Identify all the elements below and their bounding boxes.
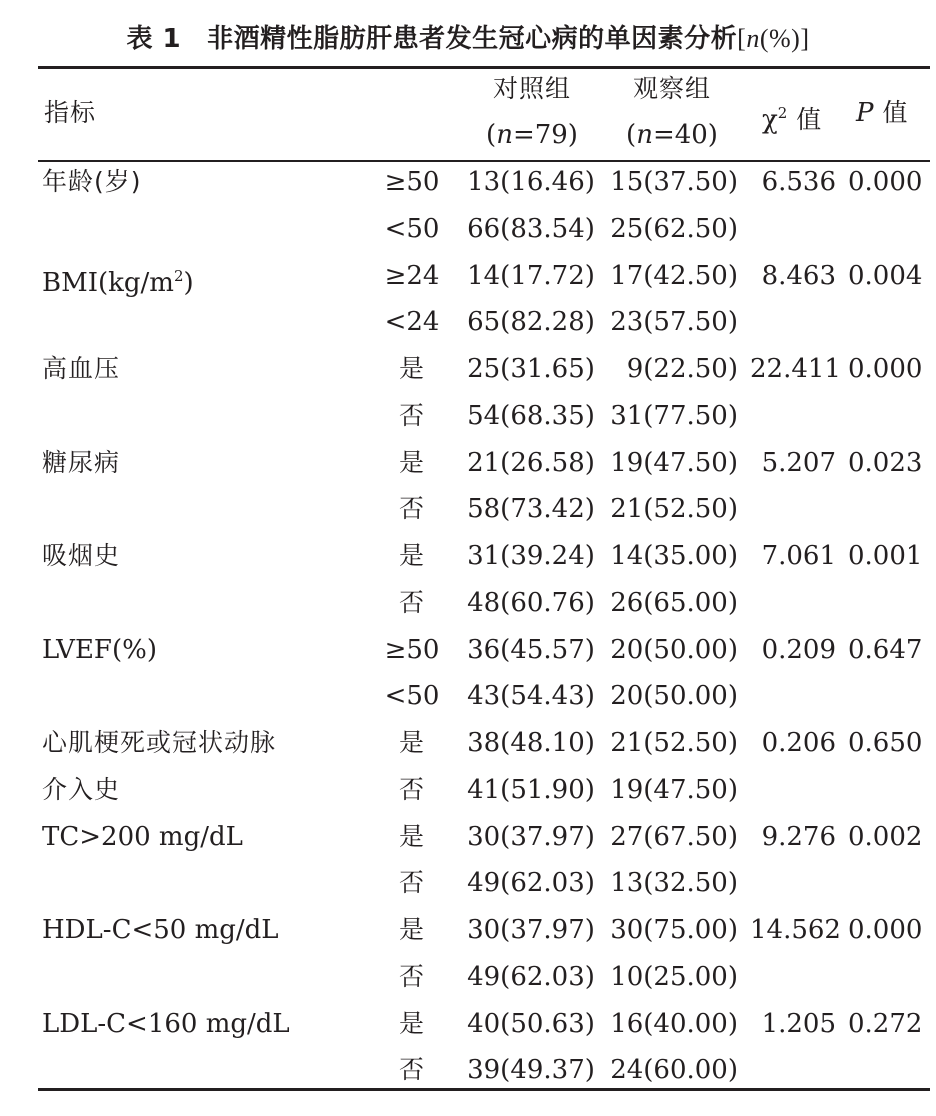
row-p-value: 0.647 <box>848 635 923 665</box>
row-group: 是 <box>398 354 425 383</box>
row-p-value: 0.272 <box>848 1009 923 1039</box>
row-control-value: 41(51.90) <box>467 775 595 805</box>
row-label: LVEF(%) <box>42 635 157 665</box>
row-observe-value: 21(52.50) <box>610 728 738 758</box>
row-observe-value: 14(35.00) <box>610 541 738 571</box>
row-observe-value: 19(47.50) <box>610 448 738 478</box>
row-group: 是 <box>398 541 425 570</box>
row-group: 是 <box>398 1009 425 1038</box>
header-chi-sup: 2 <box>777 104 788 122</box>
table-title-text: 非酒精性脂肪肝患者发生冠心病的单因素分析 <box>207 24 738 54</box>
row-observe-value: 21(52.50) <box>610 494 738 524</box>
header-control-n <box>468 118 596 152</box>
header-control: 对照组 <box>492 74 571 103</box>
row-control-value: 48(60.76) <box>467 588 595 618</box>
header-observe: 观察组 <box>632 74 711 103</box>
row-observe-value: 20(50.00) <box>610 681 738 711</box>
row-observe-value: 13(32.50) <box>610 868 738 898</box>
row-control-value: 54(68.35) <box>467 401 595 431</box>
row-p-value: 0.002 <box>848 822 923 852</box>
row-p-value: 0.004 <box>848 261 923 291</box>
row-label-tail: ) <box>183 268 194 298</box>
row-control-value: 58(73.42) <box>467 494 595 524</box>
row-control-value: 30(37.97) <box>467 915 595 945</box>
row-label-text: BMI(kg/m <box>42 268 174 298</box>
row-control-value: 49(62.03) <box>467 962 595 992</box>
row-chi2-value: 0.209 <box>761 635 836 665</box>
row-chi2-value: 0.206 <box>761 728 836 758</box>
row-group: 否 <box>398 494 425 523</box>
header-observe-n <box>608 118 736 152</box>
title-n: n <box>746 24 760 53</box>
row-chi2-value: 5.207 <box>761 448 836 478</box>
italic-n: n <box>496 120 513 150</box>
row-control-value: 14(17.72) <box>467 261 595 291</box>
row-group: 否 <box>398 775 425 804</box>
row-control-value: 30(37.97) <box>467 822 595 852</box>
row-group: 是 <box>398 915 425 944</box>
row-label: 年龄(岁) <box>42 167 142 196</box>
header-control-n-text: (n=79) <box>486 120 578 150</box>
row-p-value: 0.023 <box>848 448 923 478</box>
row-p-value: 0.000 <box>848 915 923 945</box>
row-observe-value: 23(57.50) <box>610 307 738 337</box>
row-p-value: 0.000 <box>848 354 923 384</box>
row-control-value: 13(16.46) <box>467 167 595 197</box>
row-group: 否 <box>398 868 425 897</box>
row-control-value: 36(45.57) <box>467 635 595 665</box>
top-rule <box>38 66 930 69</box>
row-chi2-value: 6.536 <box>761 167 836 197</box>
row-observe-value: 15(37.50) <box>610 167 738 197</box>
row-control-value: 43(54.43) <box>467 681 595 711</box>
row-chi2-value: 9.276 <box>761 822 836 852</box>
row-group: 是 <box>398 448 425 477</box>
row-label: 心肌梗死或冠状动脉 <box>42 728 277 757</box>
row-control-value: 38(48.10) <box>467 728 595 758</box>
row-observe-value: 27(67.50) <box>610 822 738 852</box>
row-group: 否 <box>398 588 425 617</box>
row-label <box>42 260 194 299</box>
row-observe-value: 26(65.00) <box>610 588 738 618</box>
bottom-rule <box>38 1088 930 1091</box>
row-observe-value: 17(42.50) <box>610 261 738 291</box>
header-p-symbol: P <box>856 98 874 128</box>
row-label: 糖尿病 <box>42 448 121 477</box>
row-control-value: 39(49.37) <box>467 1055 595 1085</box>
title-bracket-open: [ <box>737 24 747 53</box>
row-observe-value: 16(40.00) <box>610 1009 738 1039</box>
row-observe-value: 24(60.00) <box>610 1055 738 1085</box>
row-observe-value: 25(62.50) <box>610 214 738 244</box>
table-title <box>0 22 936 56</box>
row-control-value: 25(31.65) <box>467 354 595 384</box>
row-group: 是 <box>398 728 425 757</box>
table-number: 表 1 <box>126 24 182 54</box>
row-group: <24 <box>384 307 440 337</box>
row-control-value: 65(82.28) <box>467 307 595 337</box>
row-observe-value: 31(77.50) <box>610 401 738 431</box>
header-p-word: 值 <box>873 98 909 127</box>
row-observe-value: 10(25.00) <box>610 962 738 992</box>
row-control-value: 31(39.24) <box>467 541 595 571</box>
row-observe-value: 30(75.00) <box>610 915 738 945</box>
row-chi2-value: 1.205 <box>761 1009 836 1039</box>
row-chi2-value: 8.463 <box>761 261 836 291</box>
row-group: <50 <box>384 681 440 711</box>
row-group: 否 <box>398 962 425 991</box>
row-label: 高血压 <box>42 354 121 383</box>
row-group: ≥24 <box>384 261 440 291</box>
row-label: 介入史 <box>42 775 121 804</box>
row-p-value: 0.001 <box>848 541 923 571</box>
title-percent: (%)] <box>759 24 810 53</box>
row-label: 吸烟史 <box>42 541 121 570</box>
row-group: 是 <box>398 822 425 851</box>
row-group: <50 <box>384 214 440 244</box>
row-label-sup: 2 <box>173 267 184 285</box>
row-label: HDL-C<50 mg/dL <box>42 915 279 945</box>
row-label: TC>200 mg/dL <box>42 822 243 852</box>
header-rule <box>38 160 930 162</box>
row-observe-value: 20(50.00) <box>610 635 738 665</box>
row-control-value: 40(50.63) <box>467 1009 595 1039</box>
row-control-value: 21(26.58) <box>467 448 595 478</box>
row-group: 否 <box>398 401 425 430</box>
row-chi2-value: 22.411 <box>750 354 841 384</box>
row-control-value: 49(62.03) <box>467 868 595 898</box>
row-group: ≥50 <box>384 635 440 665</box>
header-chi-symbol: χ <box>762 105 778 135</box>
row-observe-value: 9(22.50) <box>626 354 738 384</box>
row-control-value: 66(83.54) <box>467 214 595 244</box>
header-indicator: 指标 <box>44 98 97 127</box>
row-chi2-value: 7.061 <box>761 541 836 571</box>
header-chi2 <box>762 96 822 137</box>
italic-n: n <box>636 120 653 150</box>
header-chi-word: 值 <box>787 105 823 134</box>
header-p <box>856 96 908 130</box>
row-group: 否 <box>398 1055 425 1084</box>
row-observe-value: 19(47.50) <box>610 775 738 805</box>
row-group: ≥50 <box>384 167 440 197</box>
row-label: LDL-C<160 mg/dL <box>42 1009 290 1039</box>
row-p-value: 0.650 <box>848 728 923 758</box>
row-p-value: 0.000 <box>848 167 923 197</box>
header-observe-n-text: (n=40) <box>626 120 718 150</box>
row-chi2-value: 14.562 <box>750 915 841 945</box>
